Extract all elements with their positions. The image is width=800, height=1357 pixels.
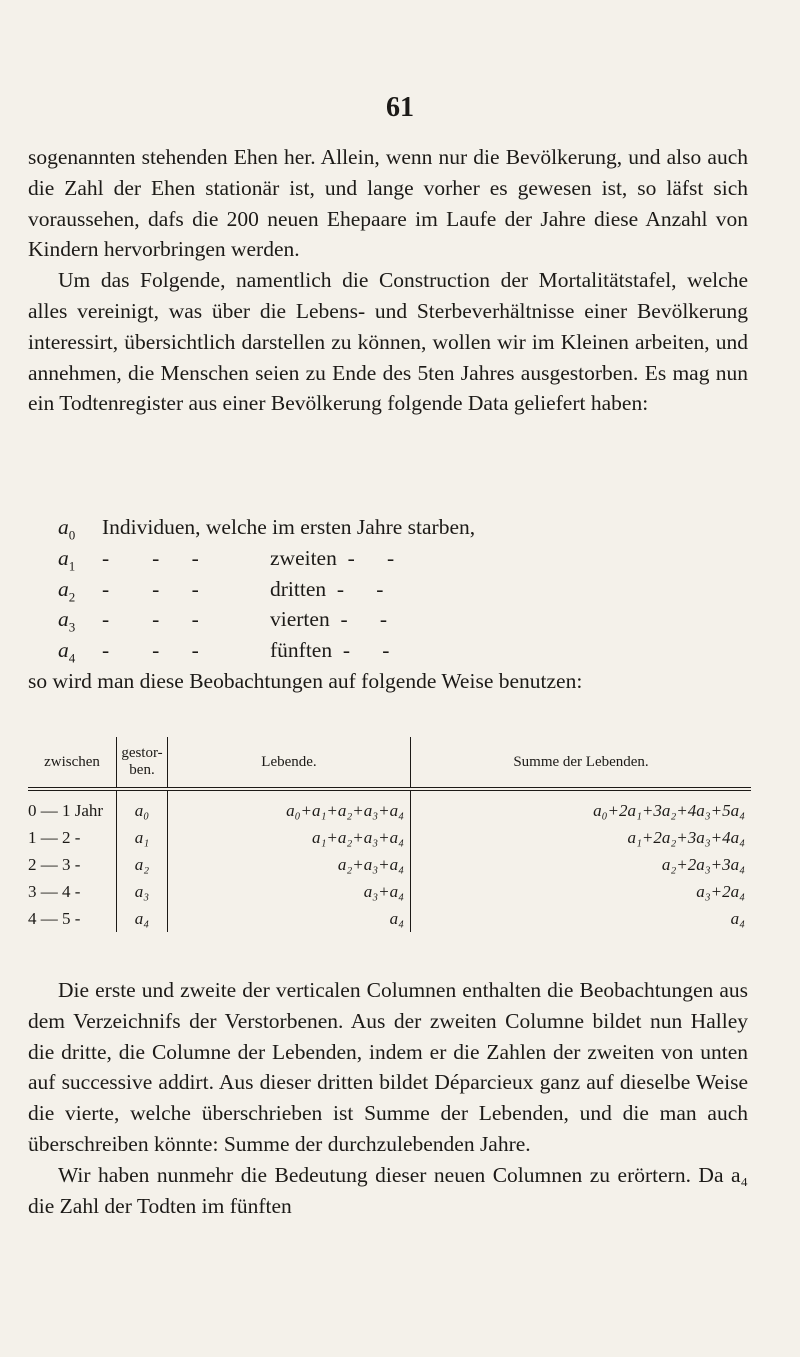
- list-item: $a_3$ - - - vierten - -: [58, 604, 658, 635]
- ditto-marks: - - -: [102, 576, 199, 601]
- cell-interval: 4 — 5 -: [28, 908, 81, 928]
- ditto-marks: - - -: [102, 638, 199, 663]
- list-item-text: fünften - -: [270, 638, 390, 663]
- table-row: [28, 851, 751, 878]
- header-dead: gestor- ben.: [117, 737, 168, 789]
- cell-dead: a₃: [117, 878, 168, 905]
- list-item-text: Individuen, welche im ersten Jahre starben,: [102, 515, 476, 539]
- cell-sum: a₄: [411, 905, 752, 932]
- text-block-top: [28, 142, 748, 419]
- list-item: $a_1$ - - - zweiten - -: [58, 543, 658, 574]
- table-row: [28, 789, 751, 824]
- list-item-text: zweiten - -: [270, 545, 395, 570]
- cell-interval: 0 — 1 Jahr: [28, 800, 104, 820]
- list-item: $a_0$ Individuen, welche im ersten Jahre starben,: [58, 512, 658, 543]
- cell-interval: 2 — 3 -: [28, 854, 81, 874]
- cell-dead: a₄: [117, 905, 168, 932]
- header-living: Lebende.: [168, 737, 411, 789]
- cell-interval: 1 — 2 -: [28, 827, 81, 847]
- cell-sum: a₂+2a₃+3a₄: [411, 851, 752, 878]
- text-block-intro-table: [28, 666, 748, 697]
- cell-living: a₁+a₂+a₃+a₄: [168, 824, 411, 851]
- list-item: $a_2$ - - - dritten - -: [58, 574, 658, 605]
- cell-living: a₀+a₁+a₂+a₃+a₄: [168, 789, 411, 824]
- cell-living: a₂+a₃+a₄: [168, 851, 411, 878]
- table-header-row: [28, 737, 751, 789]
- header-interval: zwischen: [28, 737, 117, 789]
- ditto-marks: - - -: [102, 607, 199, 632]
- list-item-text: vierten - -: [270, 607, 388, 632]
- text-block-bottom: [28, 975, 748, 1221]
- death-register-list: [58, 512, 658, 666]
- cell-sum: a₀+2a₁+3a₂+4a₃+5a₄: [411, 789, 752, 824]
- paragraph-5: Wir haben nunmehr die Bedeutung dieser neuen Columnen zu erörtern. Da a₄ die Zahl der Todten im fünften: [28, 1162, 748, 1218]
- table-row: [28, 905, 751, 932]
- list-item: $a_4$ - - - fünften - -: [58, 635, 658, 666]
- cell-dead: a₁: [117, 824, 168, 851]
- table-row: [28, 878, 751, 905]
- page-number: 61: [386, 92, 414, 123]
- paragraph-1: sogenannten stehenden Ehen her. Allein, wenn nur die Bevölkerung, und also auch die Zahl der Ehen stationär ist, und lange vorher es gewesen ist, so läfst sich voraussehen, dafs die 200 neuen Ehepaare im Laufe der Jahre diese Anzahl von Kindern hervorbringen werden.: [28, 145, 748, 262]
- table-row: [28, 824, 751, 851]
- paragraph-4: Die erste und zweite der verticalen Columnen enthalten die Beobachtungen aus dem Verzeichnifs der Verstorbenen. Aus der zweiten Columne bildet nun Halley die dritte, die Columne der Lebenden, indem er die Zahlen der zweiten von unten auf successive addirt. Aus dieser dritten bildet Déparcieux ganz auf dieselbe Weise die vierte, welche überschrieben ist Summe der Lebenden, und die man auch überschreiben könnte: Summe der durchzulebenden Jahre.: [28, 978, 748, 1156]
- cell-living: a₃+a₄: [168, 878, 411, 905]
- cell-interval: 3 — 4 -: [28, 881, 81, 901]
- ditto-marks: - - -: [102, 545, 199, 570]
- list-item-text: dritten - -: [270, 576, 384, 601]
- cell-dead: a₂: [117, 851, 168, 878]
- cell-dead: a₀: [117, 789, 168, 824]
- cell-sum: a₁+2a₂+3a₃+4a₄: [411, 824, 752, 851]
- cell-sum: a₃+2a₄: [411, 878, 752, 905]
- paragraph-2: Um das Folgende, namentlich die Construction der Mortalitätstafel, welche alles vereinigt, was über die Lebens- und Sterbeverhältnisse einer Bevölkerung interessirt, übersichtlich darstellen zu können, wollen wir im Kleinen arbeiten, und annehmen, die Menschen seien zu Ende des 5ten Jahres ausgestorben. Es mag nun ein Todtenregister aus einer Bevölkerung folgende Data geliefert haben:: [28, 268, 748, 416]
- cell-living: a₄: [168, 905, 411, 932]
- mortality-table: [28, 737, 748, 932]
- paragraph-3: so wird man diese Beobachtungen auf folgende Weise benutzen:: [28, 669, 583, 693]
- header-sum-living: Summe der Lebenden.: [411, 737, 752, 789]
